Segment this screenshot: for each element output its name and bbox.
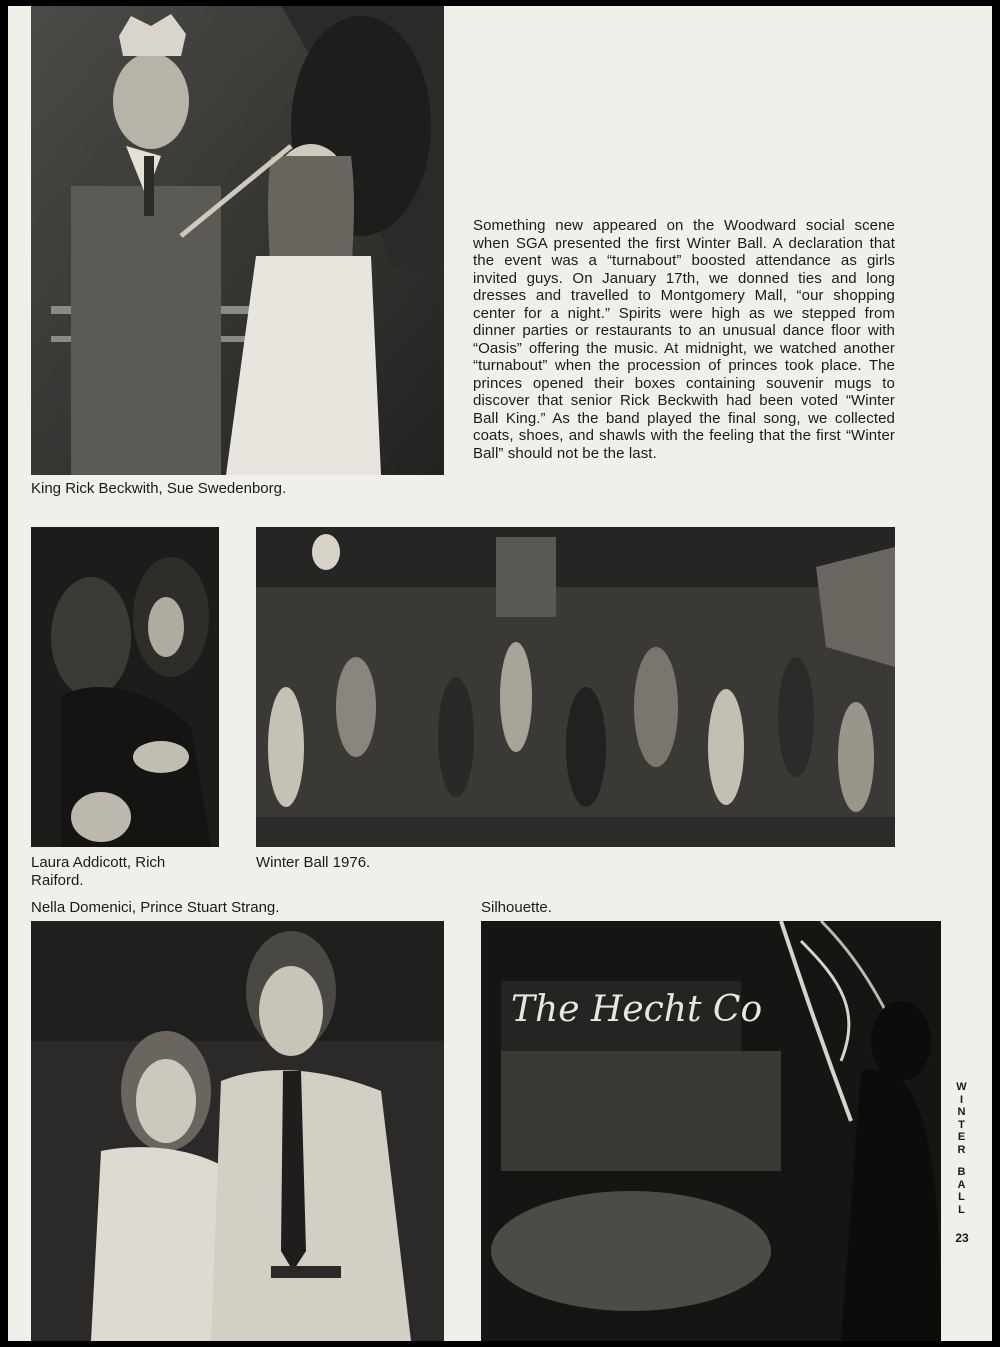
- section-label: [948, 1081, 976, 1216]
- section-label-letter: W: [956, 1081, 968, 1093]
- page-number: 23: [955, 1231, 969, 1245]
- section-label-letter: E: [957, 1131, 967, 1143]
- section-label-letter: T: [958, 1118, 966, 1131]
- couple-photo: [31, 527, 219, 847]
- prince-image: [31, 921, 444, 1341]
- dance-floor-image: [256, 527, 895, 847]
- dance-floor-photo: [256, 527, 895, 847]
- section-label-letter: R: [957, 1143, 967, 1156]
- prince-photo: [31, 921, 444, 1341]
- couple-image: [31, 527, 219, 847]
- section-label-letter: B: [957, 1166, 967, 1178]
- couple-caption: Laura Addicott, Rich Raiford.: [31, 854, 166, 889]
- king-queen-photo: [31, 6, 444, 475]
- silhouette-image: [481, 921, 941, 1341]
- king-queen-caption: King Rick Beckwith, Sue Swedenborg.: [31, 480, 287, 497]
- hecht-sign: The Hecht Co: [511, 989, 763, 1030]
- king-queen-image: [31, 6, 444, 475]
- article-body: Something new appeared on the Woodward social scene when SGA presented the first Winter Ball. A declaration that the event was a “turnabout” boosted attendance as girls invited guys. On January 17th, we donned ties and long dresses and travelled to Montgomery Mall, “our shopping center for a night.” Spirits were high as we stepped from dinner parties or restaurants to an unusual dance floor with “Oasis” offering the music. At midnight, we watched another “turnabout” when the procession of princes took place. The princes opened their boxes containing souvenir mugs to discover that senior Rick Beckwith had been voted “Winter Ball King.” As the band played the final song, we collected coats, shoes, and shawls with the feeling that the first “Winter Ball” should not be the last.: [473, 217, 895, 462]
- section-label-letter: L: [958, 1191, 966, 1203]
- prince-caption: Nella Domenici, Prince Stuart Strang.: [31, 899, 280, 916]
- yearbook-page: [8, 6, 992, 1341]
- dance-floor-caption: Winter Ball 1976.: [256, 854, 371, 871]
- section-label-letter: A: [957, 1178, 967, 1191]
- section-label-letter: I: [959, 1093, 965, 1106]
- section-label-letter: N: [957, 1106, 967, 1118]
- silhouette-photo: [481, 921, 941, 1341]
- section-label-letter: L: [958, 1203, 966, 1216]
- silhouette-caption: Silhouette.: [481, 899, 552, 916]
